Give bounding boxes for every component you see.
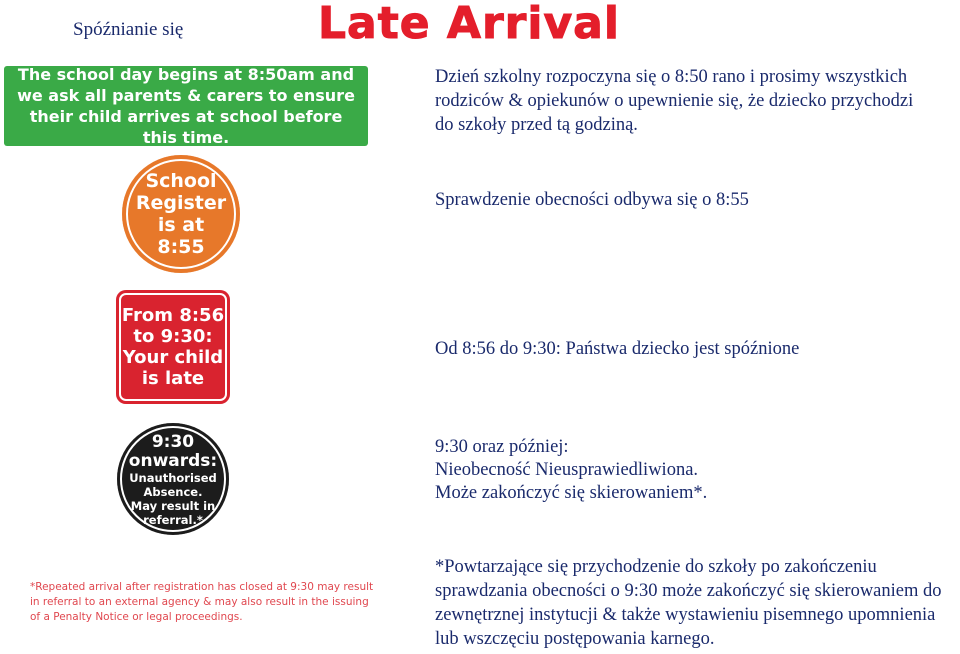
absence-badge-detail: May result in — [130, 499, 216, 513]
school-day-banner-text: The school day begins at 8:50am and we ask all parents & carers to ensure their child arrives at school before this time. — [17, 65, 355, 147]
polish-title: Spóźnianie się — [73, 19, 184, 40]
absence-badge-title: onwards: — [128, 451, 218, 471]
polish-footnote-text: *Powtarzające się przychodzenie do szkoły po zakończeniu sprawdzania obecności o 9:30 może zakończyć się skierowaniem do zewnętrznej instytucji & także wystawieniu pisemnego upomnienia lub wszczęciu postępowania karnego. — [435, 557, 942, 649]
absence-badge — [117, 423, 229, 535]
absence-badge-title: 9:30 — [151, 432, 195, 452]
school-day-banner — [4, 66, 368, 146]
late-badge — [116, 290, 230, 404]
polish-absence-line: 9:30 oraz później: — [435, 437, 569, 457]
polish-late-text: Od 8:56 do 9:30: Państwa dziecko jest spóźnione — [435, 339, 800, 359]
register-badge — [122, 155, 240, 273]
absence-badge-detail: Unauthorised — [129, 471, 217, 485]
polish-absence-line: Może zakończyć się skierowaniem*. — [435, 483, 708, 503]
absence-badge-detail: Absence. — [143, 485, 203, 499]
late-badge-line: From 8:56 — [121, 305, 225, 326]
english-footnote: *Repeated arrival after registration has closed at 9:30 may result in referral to an external agency & may also result in the issuing of a Penalty Notice or legal proceedings. — [30, 581, 374, 623]
absence-badge-detail: referral.* — [143, 513, 203, 527]
polish-absence-line: Nieobecność Nieusprawiedliwiona. — [435, 460, 699, 480]
polish-absence-text — [435, 436, 707, 505]
polish-school-day-text: Dzień szkolny rozpoczyna się o 8:50 rano i prosimy wszystkich rodziców & opiekunów o upewnienie się, że dziecko przychodzi do szkoły przed tą godziną. — [435, 67, 914, 135]
late-badge-line: Your child — [122, 347, 224, 368]
polish-register-text: Sprawdzenie obecności odbywa się o 8:55 — [435, 190, 749, 210]
late-badge-line: to 9:30: — [133, 326, 213, 347]
late-arrival-title: Late Arrival — [318, 0, 620, 49]
late-badge-line: is late — [141, 368, 205, 389]
register-badge-line: 8:55 — [157, 236, 205, 258]
register-badge-line: Register — [135, 192, 227, 214]
register-badge-line: School — [145, 170, 217, 192]
register-badge-line: is at — [157, 214, 205, 236]
